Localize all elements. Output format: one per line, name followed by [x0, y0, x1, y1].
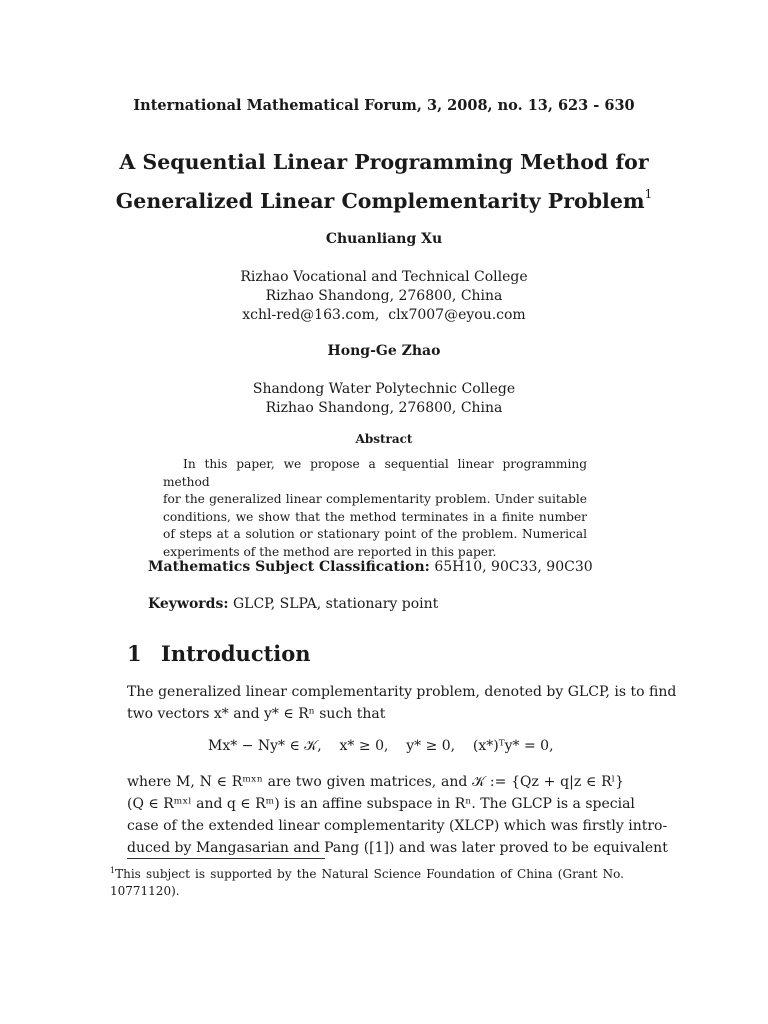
paragraph-line: case of the extended linear complementarity (XLCP) which was firstly intro-	[127, 818, 668, 834]
author-name-2: Hong-Ge Zhao	[327, 343, 441, 359]
paragraph-line: two vectors x* and y* ∈ Rⁿ such that	[127, 706, 386, 722]
intro-paragraph-2	[127, 771, 668, 859]
title-footnote-mark: 1	[644, 187, 653, 201]
abstract-line: of steps at a solution or stationary point of the problem. Numerical	[163, 527, 587, 542]
journal-citation: International Mathematical Forum, 3, 2008, no. 13, 623 - 630	[133, 97, 635, 114]
abstract-line: In this paper, we propose a sequential linear programming method	[163, 457, 587, 489]
footnote-line: 10771120).	[110, 884, 180, 898]
footnote-text: This subject is supported by the Natural Science Foundation of China (Grant No.	[115, 867, 624, 881]
author-name-1: Chuanliang Xu	[325, 231, 443, 247]
keywords	[148, 596, 438, 612]
intro-paragraph-1	[127, 681, 677, 725]
section-heading	[127, 641, 311, 666]
abstract-body	[163, 456, 587, 562]
affiliation-line: Rizhao Shandong, 276800, China	[265, 400, 503, 416]
paper-title-line-2	[0, 187, 768, 213]
glcp-equation: Mx* − Ny* ∈ 𝒦, x* ≥ 0, y* ≥ 0, (x*)ᵀy* = 0,	[208, 738, 554, 754]
abstract-line: conditions, we show that the method terminates in a finite number	[163, 509, 587, 524]
abstract-heading: Abstract	[355, 432, 413, 446]
msc-classification	[148, 559, 593, 575]
author-1-affiliation	[0, 268, 768, 325]
affiliation-line: Rizhao Shandong, 276800, China	[265, 288, 503, 304]
section-title: Introduction	[161, 641, 311, 666]
msc-label: Mathematics Subject Classification:	[148, 559, 430, 575]
footnote-mark: 1	[110, 866, 116, 875]
keywords-value: GLCP, SLPA, stationary point	[232, 596, 439, 612]
section-number: 1	[127, 641, 142, 666]
msc-value: 65H10, 90C33, 90C30	[434, 559, 593, 575]
author-email: xchl-red@163.com, clx7007@eyou.com	[242, 307, 526, 323]
paragraph-line: where M, N ∈ Rᵐˣⁿ are two given matrices, and 𝒦 := {Qz + q|z ∈ Rˡ}	[127, 774, 624, 790]
paragraph-line: (Q ∈ Rᵐˣˡ and q ∈ Rᵐ) is an affine subspace in Rⁿ. The GLCP is a special	[127, 796, 635, 812]
paper-title-line-2-text: Generalized Linear Complementarity Problem	[115, 189, 645, 213]
paragraph-line: The generalized linear complementarity problem, denoted by GLCP, is to find	[127, 684, 677, 700]
paragraph-line: duced by Mangasarian and Pang ([1]) and was later proved to be equivalent	[127, 840, 668, 856]
author-2-affiliation	[0, 380, 768, 418]
affiliation-line: Shandong Water Polytechnic College	[252, 381, 516, 397]
paper-title-line-1: A Sequential Linear Programming Method for	[119, 150, 649, 174]
footnote	[110, 862, 624, 900]
abstract-line: experiments of the method are reported in this paper.	[163, 544, 497, 559]
footnote-rule	[127, 858, 325, 859]
footnote-line	[110, 862, 624, 883]
abstract-line: for the generalized linear complementarity problem. Under suitable	[163, 492, 587, 507]
keywords-label: Keywords:	[148, 596, 229, 612]
affiliation-line: Rizhao Vocational and Technical College	[240, 269, 528, 285]
